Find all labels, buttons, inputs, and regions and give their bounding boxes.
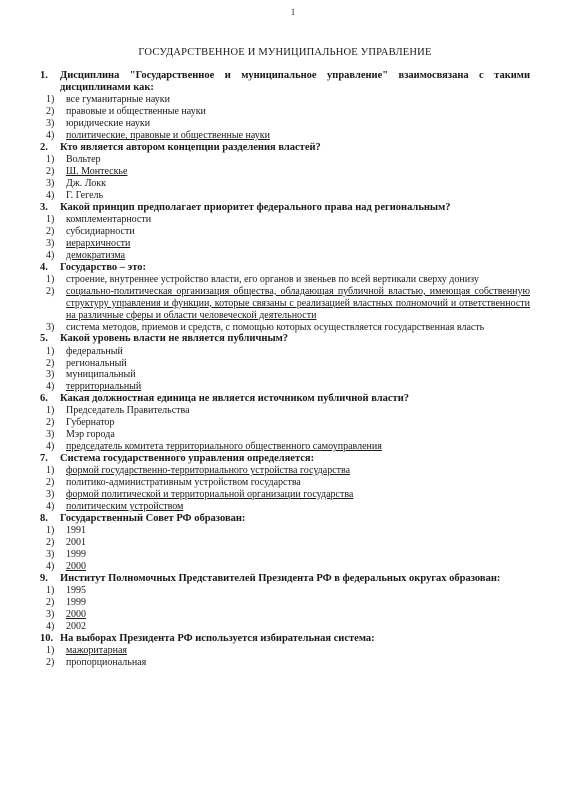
question-body: Дисциплина "Государственное и муниципальное управление" взаимосвязана с такими дисциплинами как: (60, 70, 530, 94)
option-text: строение, внутреннее устройство власти, его органов и звеньев по всей вертикали сверху донизу (66, 273, 479, 285)
answer-options (40, 405, 530, 453)
option-text-container (66, 154, 530, 166)
option-text: социально-политическая организация общества, обладающая публичной властью, имеющая собственную структуру управления и функции, которые связаны с реализацией властных полномочий и ответственности на различные сферы и области человеческой деятельности (66, 285, 530, 321)
option-text: иерархичности (66, 237, 131, 249)
answer-options (40, 346, 530, 394)
option-text: субсидиарности (66, 225, 135, 237)
option-text: демократизма (66, 249, 126, 261)
question-item (40, 633, 530, 669)
question-text (40, 142, 530, 154)
option-text-container (66, 274, 530, 286)
question-text (40, 513, 530, 525)
page-number: 1 (290, 7, 296, 17)
option-text-container (66, 477, 530, 489)
option-text-container (66, 94, 530, 106)
option-number: 3) (46, 237, 55, 249)
question-item (40, 393, 530, 453)
question-item (40, 453, 530, 513)
option-number: 1) (46, 94, 55, 106)
question-body: Какая должностная единица не является источником публичной власти? (60, 393, 410, 405)
answer-options (40, 274, 530, 334)
option-text: политико-административным устройством государства (66, 477, 301, 489)
option-text: 2000 (66, 608, 86, 620)
option-text-container (66, 214, 530, 226)
option-number: 4) (46, 620, 55, 632)
question-number: 9. (40, 572, 48, 584)
option-text: Мэр города (66, 429, 115, 441)
option-text-container (66, 417, 530, 429)
option-text-container (66, 609, 530, 621)
option-text: Председатель Правительства (66, 405, 190, 417)
option-text: формой политической и территориальной организации государства (66, 489, 354, 501)
option-number: 3) (46, 608, 55, 620)
answer-option (46, 465, 530, 477)
question-list (40, 70, 530, 669)
option-text-container (66, 358, 530, 370)
answer-option (46, 537, 530, 549)
question-text (40, 573, 530, 585)
question-body: Государство – это: (60, 261, 146, 273)
question-text (40, 262, 530, 274)
question-body: Какой принцип предполагает приоритет федерального права над региональным? (60, 201, 451, 213)
option-text: Губернатор (66, 417, 115, 429)
option-text: 2000 (66, 560, 86, 572)
question-number: 1. (40, 70, 48, 81)
answer-option (46, 178, 530, 190)
question-text (40, 70, 530, 94)
option-text-container (66, 537, 530, 549)
answer-option (46, 429, 530, 441)
option-number: 2) (46, 225, 55, 237)
option-number: 1) (46, 525, 55, 537)
option-number: 1) (46, 214, 55, 226)
answer-option (46, 346, 530, 358)
question-number: 7. (40, 453, 48, 465)
option-text-container (66, 190, 530, 202)
answer-option (46, 118, 530, 130)
question-item (40, 202, 530, 262)
answer-option (46, 645, 530, 657)
option-text-container (66, 250, 530, 262)
option-text: 2002 (66, 620, 86, 632)
answer-option (46, 274, 530, 286)
option-text: председатель комитета территориального общественного самоуправления (66, 441, 382, 453)
answer-option (46, 381, 530, 393)
option-number: 4) (46, 189, 55, 201)
option-number: 1) (46, 345, 55, 357)
option-number: 4) (46, 381, 55, 393)
question-text (40, 633, 530, 645)
option-text-container (66, 178, 530, 190)
answer-options (40, 154, 530, 202)
option-number: 3) (46, 118, 55, 130)
option-text: 2001 (66, 537, 86, 549)
option-text: пропорциональная (66, 656, 147, 668)
option-text-container (66, 130, 530, 142)
answer-option (46, 250, 530, 262)
option-number: 2) (46, 285, 55, 297)
option-text-container (66, 489, 530, 501)
option-number: 2) (46, 596, 55, 608)
answer-options (40, 645, 530, 669)
answer-option (46, 358, 530, 370)
answer-option (46, 597, 530, 609)
option-text-container (66, 322, 530, 334)
option-number: 4) (46, 130, 55, 142)
option-number: 4) (46, 249, 55, 261)
option-text: система методов, приемов и средств, с помощью которых осуществляется государственная власть (66, 321, 485, 333)
option-text: 1999 (66, 596, 86, 608)
answer-option (46, 561, 530, 573)
option-text-container (66, 226, 530, 238)
option-text: мажоритарная (66, 644, 128, 656)
answer-option (46, 609, 530, 621)
option-number: 3) (46, 178, 55, 190)
question-item (40, 142, 530, 202)
option-text-container (66, 405, 530, 417)
option-number: 3) (46, 429, 55, 441)
answer-options (40, 465, 530, 513)
option-text: муниципальный (66, 369, 136, 381)
answer-option (46, 214, 530, 226)
option-text: Вольтер (66, 154, 101, 166)
option-text-container (66, 501, 530, 513)
option-number: 2) (46, 417, 55, 429)
question-body: Институт Полномочных Представителей Президента РФ в федеральных округах образован: (60, 572, 501, 584)
option-number: 2) (46, 656, 55, 668)
option-text: региональный (66, 357, 127, 369)
answer-option (46, 501, 530, 513)
option-text-container (66, 166, 530, 178)
answer-option (46, 94, 530, 106)
option-number: 1) (46, 644, 55, 656)
option-text: федеральный (66, 345, 123, 357)
option-number: 2) (46, 537, 55, 549)
answer-option (46, 166, 530, 178)
option-text: политические, правовые и общественные науки (66, 130, 270, 142)
question-number: 2. (40, 142, 48, 154)
option-text-container (66, 238, 530, 250)
answer-option (46, 477, 530, 489)
answer-option (46, 226, 530, 238)
option-number: 1) (46, 273, 55, 285)
option-text-container (66, 441, 530, 453)
answer-option (46, 106, 530, 118)
question-body: Кто является автором концепции разделения властей? (60, 142, 321, 154)
answer-options (40, 94, 530, 142)
question-item (40, 333, 530, 393)
answer-option (46, 417, 530, 429)
question-item (40, 573, 530, 633)
option-text-container (66, 381, 530, 393)
question-body: Система государственного управления определяется: (60, 453, 315, 465)
option-number: 3) (46, 369, 55, 381)
option-number: 2) (46, 166, 55, 178)
question-text (40, 202, 530, 214)
option-text-container (66, 525, 530, 537)
option-number: 2) (46, 106, 55, 118)
option-text: территориальный (66, 381, 142, 393)
question-number: 10. (40, 632, 54, 644)
question-text (40, 333, 530, 345)
answer-option (46, 190, 530, 202)
answer-option (46, 585, 530, 597)
question-text (40, 453, 530, 465)
question-item (40, 513, 530, 573)
answer-options (40, 214, 530, 262)
question-item (40, 70, 530, 142)
option-text: 1999 (66, 548, 86, 560)
answer-option (46, 549, 530, 561)
option-text: все гуманитарные науки (66, 94, 170, 106)
option-text-container (66, 286, 530, 322)
option-text: политическим устройством (66, 501, 184, 512)
answer-option (46, 322, 530, 334)
option-number: 3) (46, 489, 55, 501)
answer-option (46, 154, 530, 166)
answer-options (40, 525, 530, 573)
answer-option (46, 441, 530, 453)
option-number: 3) (46, 321, 55, 333)
option-text: Дж. Локк (66, 178, 106, 190)
answer-option (46, 130, 530, 142)
answer-option (46, 657, 530, 669)
option-text-container (66, 645, 530, 657)
option-text-container (66, 597, 530, 609)
answer-option (46, 286, 530, 322)
option-number: 2) (46, 357, 55, 369)
answer-option (46, 525, 530, 537)
option-text-container (66, 346, 530, 358)
question-number: 3. (40, 201, 48, 213)
question-body: На выборах Президента РФ используется избирательная система: (60, 632, 375, 644)
option-text-container (66, 118, 530, 130)
option-text-container (66, 561, 530, 573)
option-text-container (66, 106, 530, 118)
answer-option (46, 405, 530, 417)
option-text-container (66, 369, 530, 381)
answer-options (40, 585, 530, 633)
option-number: 1) (46, 584, 55, 596)
option-text: 1991 (66, 525, 86, 537)
option-number: 1) (46, 465, 55, 477)
option-text-container (66, 657, 530, 669)
option-number: 2) (46, 477, 55, 489)
option-text: правовые и общественные науки (66, 106, 206, 118)
option-number: 4) (46, 501, 55, 512)
option-number: 4) (46, 441, 55, 453)
question-body: Какой уровень власти не является публичным? (60, 333, 289, 345)
option-number: 1) (46, 154, 55, 166)
option-text-container (66, 549, 530, 561)
question-text (40, 393, 530, 405)
question-number: 4. (40, 261, 48, 273)
question-number: 5. (40, 333, 48, 345)
answer-option (46, 369, 530, 381)
option-text: Г. Гегель (66, 189, 104, 201)
option-text-container (66, 465, 530, 477)
document-title: ГОСУДАРСТВЕННОЕ И МУНИЦИПАЛЬНОЕ УПРАВЛЕНИЕ (138, 47, 432, 58)
option-text-container (66, 621, 530, 633)
option-number: 1) (46, 405, 55, 417)
option-number: 4) (46, 560, 55, 572)
question-number: 8. (40, 512, 48, 524)
option-text: комплементарности (66, 214, 152, 226)
answer-option (46, 238, 530, 250)
answer-option (46, 489, 530, 501)
option-number: 3) (46, 548, 55, 560)
option-text-container (66, 429, 530, 441)
question-body: Государственный Совет РФ образован: (60, 512, 246, 524)
option-text: 1995 (66, 584, 86, 596)
question-item (40, 262, 530, 334)
answer-option (46, 621, 530, 633)
option-text: Ш. Монтескье (66, 166, 128, 178)
option-text: формой государственно-территориального устройства государства (66, 465, 351, 477)
option-text-container (66, 585, 530, 597)
question-number: 6. (40, 393, 48, 405)
option-text: юридические науки (66, 118, 151, 130)
